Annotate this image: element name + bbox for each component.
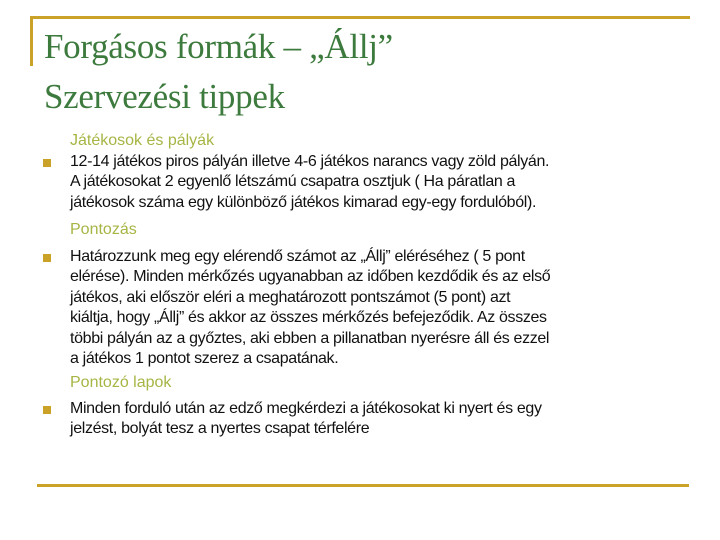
text-line: 12-14 játékos piros pályán illetve 4-6 játékos narancs vagy zöld pályán. [70,153,550,170]
paragraph-players [70,152,549,213]
text-line: a játékos 1 pontot szerez a csapatának. [70,350,339,368]
text-line: Minden forduló után az edző megkérdezi a játékosokat ki nyert és egy [70,400,542,417]
title-line-1: Forgásos formák – „Állj” [44,27,393,66]
text-line: játékosok száma egy különböző játékos kimarad egy-egy fordulóból). [70,193,537,211]
text-line: többi pályán az a győztes, aki ebben a pillanatban nyerésre áll és ezzel [70,329,550,347]
section-heading-score-sheets: Pontozó lapok [70,374,172,391]
bottom-rule [37,484,689,487]
text-line: Határozzunk meg egy elérendő számot az „Állj” eléréséhez ( 5 pont [70,248,525,265]
title-line-2: Szervezési tippek [44,77,285,116]
bullet-icon [43,254,51,262]
slide-title [44,22,393,122]
bullet-icon [43,159,51,167]
bullet-icon [43,406,51,414]
text-line: jelzést, bolyát tesz a nyertes csapat térfelére [70,420,370,438]
text-line: kiáltja, hogy „Állj” és akkor az összes mérkőzés befejeződik. Az összes [70,309,547,327]
text-line: játékos, aki először eléri a meghatározott pontszámot (5 pont) azt [70,288,511,306]
paragraph-scoring [70,247,550,369]
section-heading-players: Játékosok és pályák [70,132,215,149]
text-line: elérése). Minden mérkőzés ugyanabban az időben kezdődik és az első [70,268,551,286]
paragraph-score-sheets [70,399,542,440]
left-rule [30,16,33,66]
text-line: A játékosokat 2 egyenlő létszámú csapatra osztjuk ( Ha páratlan a [70,173,516,191]
section-heading-scoring: Pontozás [70,221,137,238]
top-rule [30,16,690,19]
